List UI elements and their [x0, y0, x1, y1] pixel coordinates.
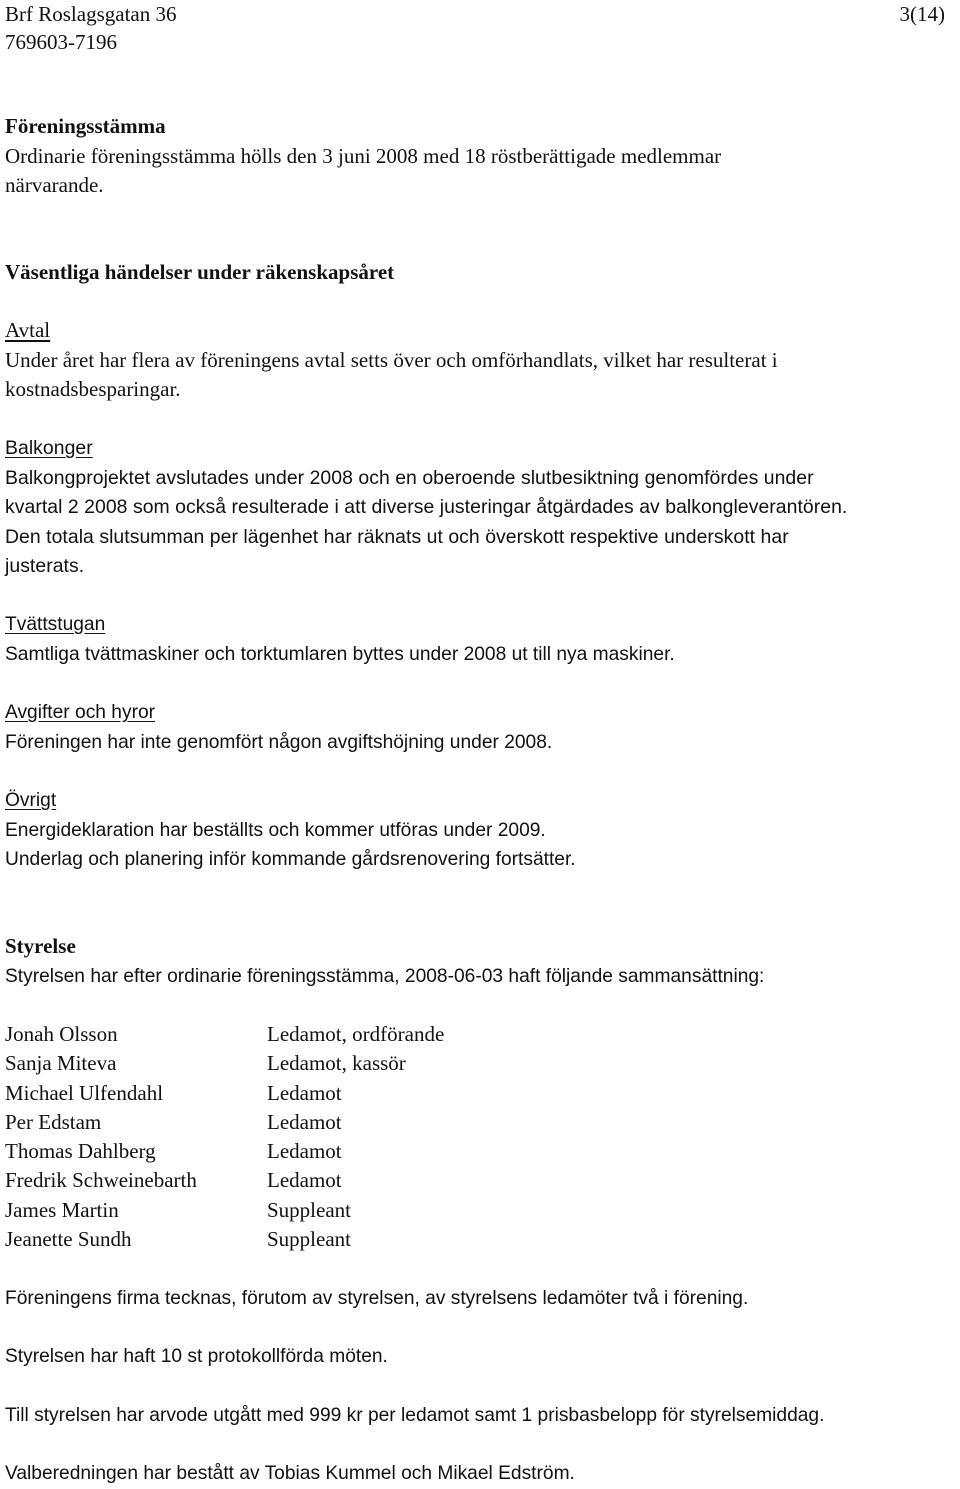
- valberedning-paragraph: [5, 1459, 960, 1489]
- paragraph-line: kvartal 2 2008 som också resulterade i att diverse justeringar åtgärdades av balkongleverantören.: [5, 496, 848, 518]
- section-foreningsstamma: [5, 112, 960, 201]
- paragraph-line: Till styrelsen har arvode utgått med 999 kr per ledamot samt 1 prisbasbelopp för styrelsemiddag.: [5, 1405, 825, 1426]
- member-name: James Martin: [5, 1197, 119, 1222]
- subsection-avgifter: [5, 698, 960, 757]
- list-item: [5, 1137, 444, 1166]
- subsection-title: Tvättstugan: [5, 614, 106, 635]
- paragraph-line: Under året har flera av föreningens avtal setts över och omförhandlats, vilket har resulterat i: [5, 347, 778, 372]
- paragraph-line: Valberedningen har bestått av Tobias Kummel och Mikael Edström.: [5, 1463, 575, 1484]
- paragraph-line: Energideklaration har beställts och kommer utföras under 2009.: [5, 819, 546, 841]
- org-number: 769603-7196: [5, 30, 117, 54]
- member-name: Thomas Dahlberg: [5, 1139, 156, 1164]
- section-styrelse: [5, 932, 960, 991]
- arvode-paragraph: [5, 1401, 960, 1431]
- list-item: [5, 1166, 444, 1195]
- subsection-title: Balkonger: [5, 437, 93, 459]
- paragraph-line: justerats.: [5, 555, 85, 577]
- member-name: Sanja Miteva: [5, 1051, 117, 1076]
- list-item: [5, 1079, 444, 1108]
- member-role: Ledamot: [267, 1080, 342, 1105]
- list-item: [5, 1049, 444, 1078]
- subsection-title: Avtal: [5, 318, 51, 342]
- board-members-list: [5, 1020, 444, 1254]
- paragraph-line: Ordinarie föreningsstämma hölls den 3 juni 2008 med 18 röstberättigade medlemmar: [5, 143, 722, 168]
- section-heading: Väsentliga händelser under räkenskapsåret: [5, 260, 395, 284]
- paragraph-line: Styrelsen har haft 10 st protokollförda möten.: [5, 1346, 388, 1367]
- member-role: Suppleant: [267, 1227, 351, 1252]
- list-item: [5, 1020, 444, 1049]
- member-role: Ledamot: [267, 1139, 342, 1164]
- section-heading: Styrelse: [5, 934, 76, 958]
- member-name: Per Edstam: [5, 1109, 102, 1134]
- paragraph-line: Styrelsen har efter ordinarie föreningsstämma, 2008-06-03 haft följande sammansättning:: [5, 965, 765, 987]
- member-name: Jonah Olsson: [5, 1022, 118, 1046]
- paragraph-line: Samtliga tvättmaskiner och torktumlaren byttes under 2008 ut till nya maskiner.: [5, 643, 675, 665]
- member-role: Suppleant: [267, 1197, 351, 1222]
- member-role: Ledamot: [267, 1109, 342, 1134]
- list-item: [5, 1108, 444, 1137]
- paragraph-line: Balkongprojektet avslutades under 2008 och en oberoende slutbesiktning genomfördes under: [5, 466, 814, 489]
- section-events-heading: [5, 258, 960, 288]
- meetings-paragraph: [5, 1342, 960, 1372]
- member-role: Ledamot: [267, 1168, 342, 1193]
- subsection-title: Övrigt: [5, 790, 57, 811]
- list-item: [5, 1225, 444, 1254]
- paragraph-line: Den totala slutsumman per lägenhet har räknats ut och överskott respektive underskott har: [5, 525, 789, 548]
- page-header: [5, 0, 953, 60]
- section-heading: Föreningsstämma: [5, 114, 166, 138]
- subsection-balkonger: [5, 434, 960, 582]
- org-name: Brf Roslagsgatan 36: [5, 2, 177, 26]
- subsection-tvattstugan: [5, 610, 960, 669]
- list-item: [5, 1196, 444, 1225]
- paragraph-line: kostnadsbesparingar.: [5, 377, 181, 401]
- paragraph-line: Underlag och planering inför kommande gårdsrenovering fortsätter.: [5, 849, 576, 870]
- member-role: Ledamot, ordförande: [267, 1022, 445, 1046]
- page-number: 3(14): [899, 2, 945, 26]
- subsection-title: Avgifter och hyror: [5, 702, 156, 723]
- member-name: Michael Ulfendahl: [5, 1080, 164, 1105]
- member-name: Fredrik Schweinebarth: [5, 1168, 197, 1193]
- paragraph-line: Föreningens firma tecknas, förutom av styrelsen, av styrelsens ledamöter två i förening.: [5, 1288, 749, 1309]
- member-name: Jeanette Sundh: [5, 1227, 132, 1252]
- paragraph-line: närvarande.: [5, 173, 104, 197]
- subsection-ovrigt: [5, 786, 960, 875]
- subsection-avtal: [5, 316, 960, 405]
- member-role: Ledamot, kassör: [267, 1051, 406, 1076]
- firma-paragraph: [5, 1284, 960, 1314]
- paragraph-line: Föreningen har inte genomfört någon avgiftshöjning under 2008.: [5, 731, 553, 753]
